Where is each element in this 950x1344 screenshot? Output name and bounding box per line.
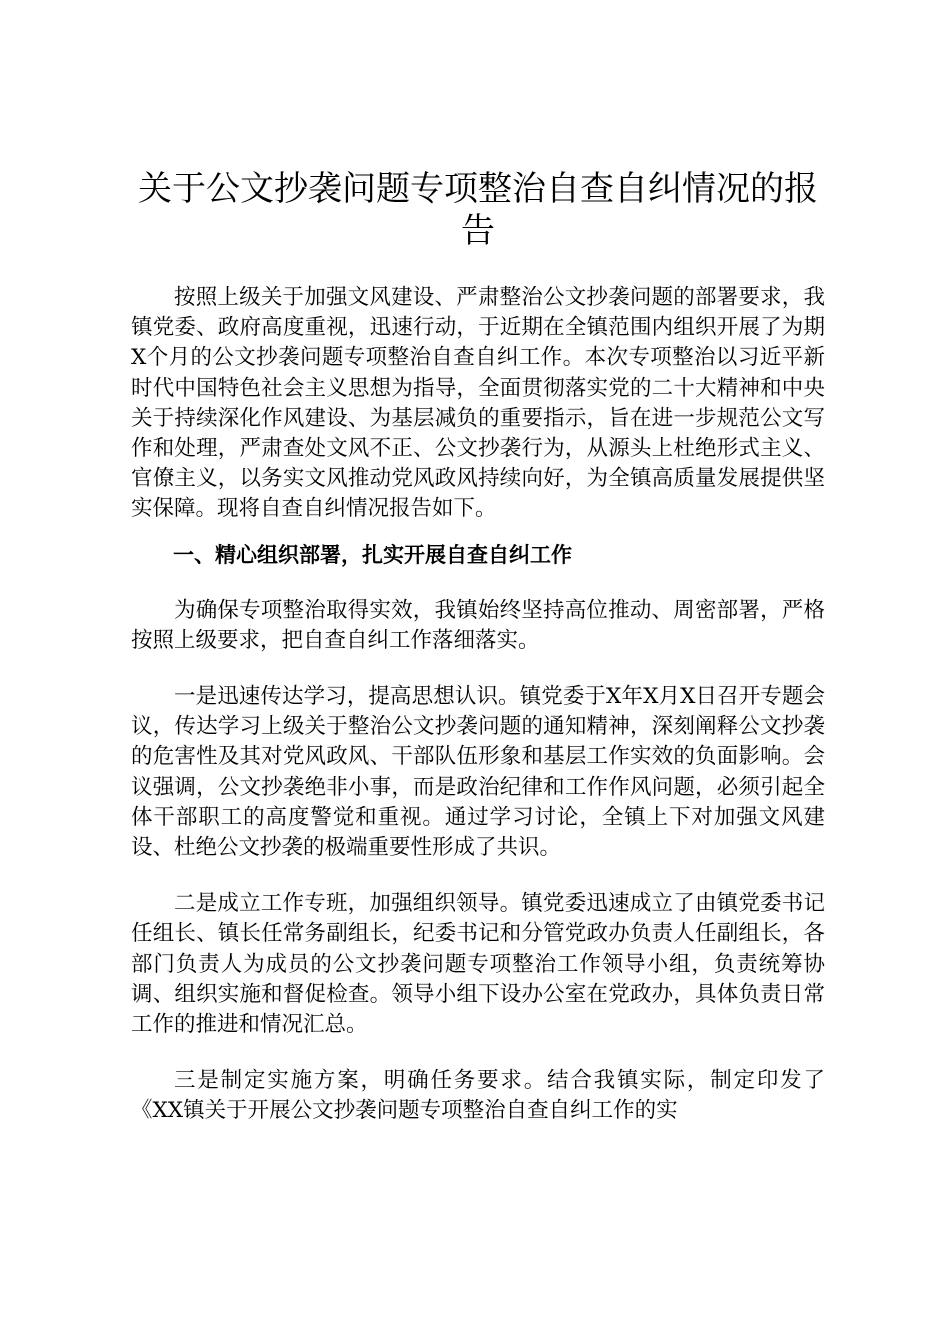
item-paragraph-2: 二是成立工作专班，加强组织领导。镇党委迅速成立了由镇党委书记任组长、镇长任常务副组长，纪委书记和分管党政办负责人任副组长，各部门负责人为成员的公文抄袭问题专项整治工作领导小组，负责统筹协调、组织实施和督促检查。领导小组下设办公室在党政办，具体负责日常工作的推进和情况汇总。 — [131, 891, 825, 1038]
item-paragraph-3: 三是制定实施方案，明确任务要求。结合我镇实际，制定印发了《XX镇关于开展公文抄袭问题专项整治自查自纠工作的实 — [131, 1068, 825, 1124]
document-title: 关于公文抄袭问题专项整治自查自纠情况的报告 — [138, 169, 818, 251]
intro-paragraph: 按照上级关于加强文风建设、严肃整治公文抄袭问题的部署要求，我镇党委、政府高度重视，迅速行动，于近期在全镇范围内组织开展了为期X个月的公文抄袭问题专项整治自查自纠工作。本次专项整治以习近平新时代中国特色社会主义思想为指导，全面贯彻落实党的二十大精神和中央关于持续深化作风建设、为基层减负的重要指示，旨在进一步规范公文写作和处理，严肃查处文风不正、公文抄袭行为，从源头上杜绝形式主义、官僚主义，以务实文风推动党风政风持续向好，为全镇高质量发展提供坚实保障。现将自查自纠情况报告如下。 — [131, 285, 825, 522]
section1-lead-paragraph: 为确保专项整治取得实效，我镇始终坚持高位推动、周密部署，严格按照上级要求，把自查自纠工作落细落实。 — [131, 597, 825, 653]
section-heading-1: 一、精心组织部署，扎实开展自查自纠工作 — [173, 542, 572, 567]
document-body — [131, 168, 825, 1127]
item-paragraph-1: 一是迅速传达学习，提高思想认识。镇党委于X年X月X日召开专题会议，传达学习上级关于整治公文抄袭问题的通知精神，深刻阐释公文抄袭的危害性及其对党风政风、干部队伍形象和基层工作实效的负面影响。会议强调，公文抄袭绝非小事，而是政治纪律和工作作风问题，必须引起全体干部职工的高度警觉和重视。通过学习讨论，全镇上下对加强文风建设、杜绝公文抄袭的极端重要性形成了共识。 — [131, 684, 825, 861]
